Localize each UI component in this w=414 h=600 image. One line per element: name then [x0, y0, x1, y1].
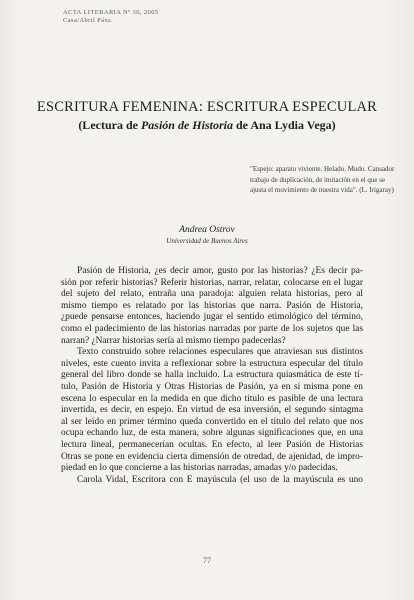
body-line: niveles, este cuento invita a reflexionar sobre la estructura especular del título	[61, 358, 363, 369]
body-line: Texto construido sobre relaciones especulares que atraviesan sus distintos	[77, 347, 363, 358]
author-affiliation: Universidad de Buenos Aires	[166, 237, 248, 245]
body-line: narran? ¿Narrar historias sería al mismo tiempo padecerlas?	[61, 335, 286, 346]
subtitle-prefix: (Lectura de	[78, 118, 141, 132]
body-line: mismo tiempo es relatado por las historias que narra. Pasión de Historia,	[61, 300, 363, 311]
journal-line: ACTA LITERARIA Nº 30, 2005	[63, 9, 159, 16]
body-line: sión por referir historias? Referir historias, narrar, relatar, colocarse en el lugar	[61, 277, 363, 288]
epigraph-line: trabajo de duplicación, de imitación en el que se	[250, 175, 386, 184]
article-body	[61, 266, 363, 486]
body-line: Otras se pone en evidencia cierta dimensión de otredad, de ajenidad, de impro-	[61, 451, 363, 462]
page-number: 77	[203, 556, 211, 565]
body-line: general del libro donde se halla incluido. La estructura quiasmática de este tí-	[61, 370, 363, 381]
epigraph	[250, 164, 400, 196]
body-line: Pasión de Historia, ¿es decir amor, gusto por las historias? ¿Es decir pa-	[77, 266, 363, 276]
body-line: ¿puede pensarse entonces, haciendo jugar el sentido etimológico del término,	[61, 312, 363, 323]
body-line: como el padecimiento de las historias narradas por parte de los sujetos que las	[61, 323, 363, 334]
body-line: ocupa echando luz, de esta manera, sobre algunas significaciones que, en una	[61, 428, 363, 439]
body-line: del sujeto del relato, entraña una paradoja: alguien relata historias, pero al	[61, 289, 363, 300]
body-line: invertida, es decir, en espejo. En virtud de esa inversión, el segundo sintagma	[61, 405, 363, 416]
journal-header	[63, 9, 159, 25]
body-line: Carola Vidal, Escritora con E mayúscula (el uso de la mayúscula es uno	[77, 474, 363, 485]
subtitle-work-title: Pasión de Historia	[140, 118, 233, 132]
article-title: ESCRITURA FEMENINA: ESCRITURA ESPECULAR	[36, 99, 378, 115]
body-line: lectura lineal, permanecerían ocultas. En efecto, al leer Pasión de Historias	[61, 439, 363, 450]
subtitle-suffix: de Ana Lydia Vega)	[232, 118, 336, 132]
epigraph-line: ajusta el movimiento de nuestra vida". (L. Irigaray)	[250, 186, 394, 194]
article-subtitle	[0, 118, 414, 133]
epigraph-line: "Espejo: aparato viviente. Helado. Mudo. Cansador	[250, 165, 395, 173]
body-line: escena lo especular en la medida en que dicho título es pasible de una lectura	[61, 393, 363, 404]
author-name: Andrea Ostrov	[179, 225, 235, 235]
pages-line: Casa/Abril Páxs.	[63, 17, 114, 24]
body-line: piedad en lo que concierne a las historias narradas, amadas y/o padecidas.	[61, 463, 338, 474]
body-line: al ser leído en primer término queda convertido en el título del relato que nos	[61, 416, 363, 427]
body-line: tulo, Pasión de Historia y Otras Historias de Pasión, ya en sí misma pone en	[61, 381, 363, 392]
